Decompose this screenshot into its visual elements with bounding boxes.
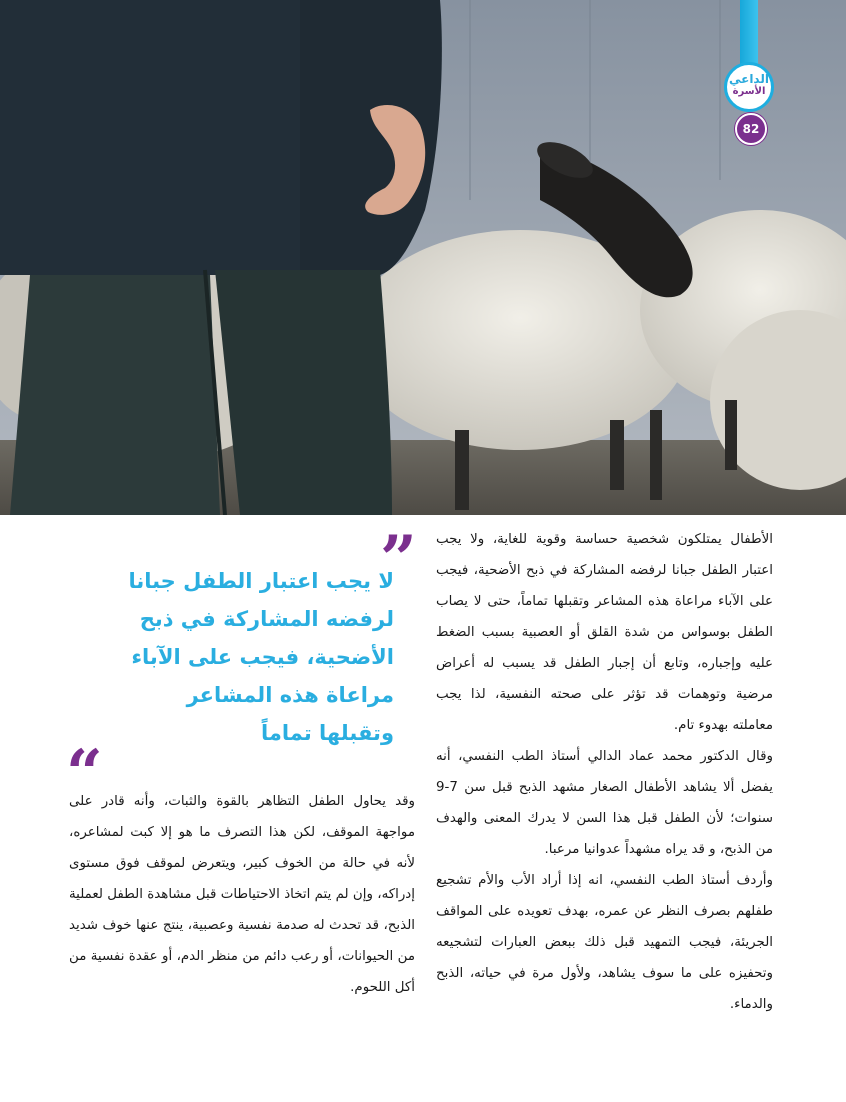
- magazine-logo: الداعي: [728, 72, 769, 86]
- hero-photo: [0, 0, 846, 515]
- pull-quote-line: وتقبلها تماماً: [261, 721, 394, 745]
- paragraph: الأطفال يمتلكون شخصية حساسة وقوية للغاية، ولا يجب اعتبار الطفل جبانا لرفضه المشاركة في ذبح الأضحية، فيجب على الآباء مراعاة هذه المشاعر وتقبلها تماماً، حتى لا يصاب الطفل بوسواس من شدة القلق أو العصبية بسبب الضغط عليه وإجباره، وتابع أن إجبار الطفل قد يسبب له أعراض مرضية وتوهمات قد تؤثر على صحته النفسية، لذا يجب معاملته بهدوء تام.: [436, 532, 773, 733]
- pull-quote-line: الأضحية، فيجب على الآباء: [131, 645, 394, 669]
- pull-quote-line: لا يجب اعتبار الطفل جبانا: [128, 569, 394, 593]
- magazine-logo-badge: [724, 62, 774, 112]
- page-number: 82: [735, 113, 767, 145]
- paragraph: وقال الدكتور محمد عماد الدالي أستاذ الطب النفسي، أنه يفضل ألا يشاهد الأطفال الصغار مشهد الذبح قبل سن 7-9 سنوات؛ لأن الطفل قبل هذا السن لا يدرك المعنى والهدف من الذبح، و قد يراه مشهداً عدوانيا مرعبا.: [436, 749, 773, 857]
- section-label: الأسرة: [732, 86, 766, 97]
- badge-ribbon: [740, 0, 758, 70]
- quote-close-mark: “: [66, 736, 103, 811]
- article-right-column: [436, 524, 773, 1020]
- pull-quote-line: مراعاة هذه المشاعر: [186, 683, 394, 707]
- article-left-column: [69, 786, 415, 1003]
- sheep-and-shepherd-illustration: [0, 0, 846, 515]
- quote-open-mark: ”: [380, 522, 417, 597]
- pull-quote-line: لرفضه المشاركة في ذبح: [139, 607, 394, 631]
- paragraph: وأردف أستاذ الطب النفسي، انه إذا أراد الأب والأم تشجيع طفلهم بصرف النظر عن عمره، بهدف تعويده على المواقف الجريئة، فيجب التمهيد قبل ذلك ببعض العبارات لتشجيعه وتحفيزه على ما سوف يشاهد، ولأول مرة في حياته، الذبح والدماء.: [436, 873, 773, 1012]
- paragraph: وقد يحاول الطفل التظاهر بالقوة والثبات، وأنه قادر على مواجهة الموقف، لكن هذا التصرف ما هو إلا كبت لمشاعره، لأنه في حالة من الخوف كبير، ويتعرض لموقف فوق مستوى إدراكه، وإن لم يتم اتخاذ الاحتياطات قبل مشاهدة الطفل لعملية الذبح، قد تحدث له صدمة نفسية وعصبية، ينتج عنها خوف شديد من الحيوانات، أو رعب دائم من منظر الدم، أو عقدة نفسية من أكل اللحوم.: [69, 794, 415, 995]
- pull-quote: [64, 562, 394, 752]
